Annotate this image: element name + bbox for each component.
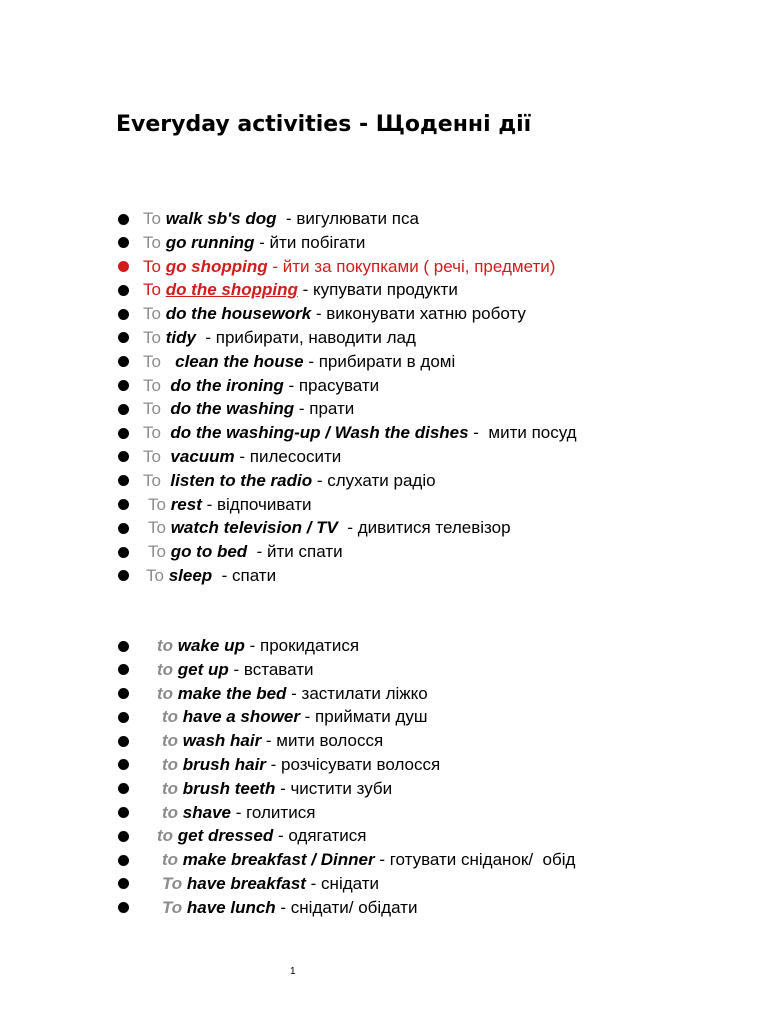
- item-text: [143, 421, 577, 445]
- item-text: [146, 564, 276, 588]
- item-text: [143, 302, 526, 326]
- item-term: have a shower: [182, 707, 300, 727]
- item-translation: - снідати/ обідати: [275, 897, 418, 917]
- item-term: listen to the radio: [170, 470, 313, 490]
- bullet-icon: [118, 902, 129, 913]
- item-text: [143, 326, 416, 350]
- item-translation: - відпочивати: [201, 494, 312, 514]
- item-text: [162, 896, 417, 920]
- item-term: walk sb's dog: [165, 209, 277, 228]
- item-term: rest: [170, 494, 202, 514]
- item-prefix: To: [148, 494, 171, 514]
- item-term: wake up: [177, 636, 245, 655]
- item-translation: - виконувати хатню роботу: [311, 304, 526, 324]
- item-term: sleep: [168, 565, 213, 585]
- item-text: [143, 397, 354, 421]
- item-prefix: To: [146, 565, 169, 585]
- item-term: do the housework: [165, 304, 312, 324]
- bullet-icon: [118, 451, 129, 462]
- item-term: make the bed: [177, 683, 287, 703]
- item-prefix: to: [157, 636, 178, 655]
- item-term: clean the house: [170, 351, 304, 371]
- item-prefix: to: [162, 707, 183, 727]
- item-translation: - голитися: [230, 802, 316, 822]
- bullet-icon: [118, 831, 129, 842]
- item-prefix: To: [143, 446, 171, 466]
- item-prefix: to: [162, 850, 183, 870]
- bullet-icon: [118, 237, 129, 248]
- item-term: tidy: [165, 327, 196, 347]
- item-text: [143, 350, 455, 374]
- item-translation: - мити волосся: [261, 731, 384, 751]
- item-term: brush hair: [182, 754, 266, 774]
- item-text: [148, 493, 312, 517]
- item-text: [143, 374, 379, 398]
- item-prefix: To: [143, 351, 171, 371]
- item-term: watch television / TV: [170, 518, 338, 538]
- item-prefix: To: [162, 897, 187, 917]
- item-prefix: To: [143, 470, 171, 490]
- item-prefix: To: [143, 256, 166, 276]
- bullet-icon: [118, 499, 129, 510]
- item-text: [162, 705, 428, 729]
- item-text: [157, 658, 313, 682]
- item-translation: - мити посуд: [468, 423, 577, 443]
- item-term: go shopping: [165, 256, 268, 276]
- item-prefix: To: [143, 280, 166, 300]
- bullet-icon: [118, 428, 129, 439]
- item-text: [157, 824, 366, 848]
- bullet-icon: [118, 309, 129, 320]
- item-term: shave: [182, 802, 231, 822]
- item-translation: - прасувати: [283, 375, 380, 395]
- bullet-icon: [118, 759, 129, 770]
- item-prefix: to: [157, 659, 178, 679]
- item-prefix: To: [143, 304, 166, 324]
- item-term: go running: [165, 232, 255, 252]
- bullet-icon: [118, 404, 129, 415]
- bullet-icon: [118, 332, 129, 343]
- item-translation: - вставати: [228, 659, 314, 679]
- item-prefix: To: [148, 542, 171, 562]
- item-translation: - купувати продукти: [297, 280, 458, 300]
- item-translation: - застилати ліжко: [286, 683, 428, 703]
- item-term: do the washing-up / Wash the dishes: [170, 423, 469, 443]
- item-prefix: To: [162, 873, 187, 893]
- bullet-icon: [118, 214, 129, 225]
- bullet-icon: [118, 736, 129, 747]
- item-translation: - слухати радіо: [312, 470, 436, 490]
- item-text: [162, 753, 440, 777]
- bullet-icon: [118, 878, 129, 889]
- bullet-icon: [118, 688, 129, 699]
- bullet-icon: [118, 855, 129, 866]
- item-prefix: To: [143, 327, 166, 347]
- item-prefix: To: [143, 375, 171, 395]
- bullet-icon: [118, 523, 129, 534]
- item-translation: - прокидатися: [244, 636, 360, 655]
- item-translation: - йти побігати: [254, 232, 366, 252]
- item-translation: - одягатися: [273, 826, 367, 846]
- item-text: [143, 469, 436, 493]
- item-text: [148, 516, 511, 540]
- item-prefix: to: [157, 826, 178, 846]
- item-translation: - готувати сніданок/ обід: [374, 850, 576, 870]
- item-term: do the shopping: [165, 280, 298, 300]
- item-term: vacuum: [170, 446, 235, 466]
- item-term: make breakfast / Dinner: [182, 850, 375, 870]
- item-prefix: to: [162, 731, 183, 751]
- item-text: [143, 255, 555, 279]
- item-term: get up: [177, 659, 229, 679]
- page-title: Everyday activities - Щоденні дії: [116, 112, 532, 137]
- item-translation: - йти за покупками ( речі, предмети): [267, 256, 556, 276]
- item-term: have lunch: [186, 897, 276, 917]
- item-translation: - прибирати, наводити лад: [195, 327, 416, 347]
- item-prefix: To: [148, 518, 171, 538]
- item-translation: - розчісувати волосся: [265, 754, 441, 774]
- item-prefix: to: [162, 778, 183, 798]
- bullet-icon: [118, 475, 129, 486]
- bullet-icon: [118, 547, 129, 558]
- item-term: do the ironing: [170, 375, 284, 395]
- item-translation: - снідати: [305, 873, 380, 893]
- item-prefix: to: [162, 754, 183, 774]
- item-translation: - йти спати: [247, 542, 343, 562]
- bullet-icon: [118, 285, 129, 296]
- item-translation: - спати: [212, 565, 277, 585]
- item-text: [143, 445, 341, 469]
- bullet-icon: [118, 664, 129, 675]
- item-prefix: to: [162, 802, 183, 822]
- bullet-icon: [118, 783, 129, 794]
- item-text: [143, 278, 458, 302]
- bullet-icon: [118, 807, 129, 818]
- bullet-icon: [118, 712, 129, 723]
- bullet-icon: [118, 641, 129, 652]
- bullet-icon: [118, 356, 129, 367]
- item-translation: - прати: [294, 399, 355, 419]
- bullet-icon: [118, 380, 129, 391]
- item-prefix: To: [143, 232, 166, 252]
- item-text: [162, 801, 315, 825]
- item-text: [157, 634, 359, 658]
- bullet-icon: [118, 570, 129, 581]
- item-translation: - приймати душ: [299, 707, 428, 727]
- page-number: 1: [290, 966, 296, 977]
- item-text: [162, 872, 379, 896]
- item-term: do the washing: [170, 399, 295, 419]
- item-term: wash hair: [182, 731, 262, 751]
- item-prefix: To: [143, 423, 171, 443]
- item-translation: - вигулювати пса: [276, 209, 419, 228]
- item-text: [148, 540, 343, 564]
- item-term: have breakfast: [186, 873, 306, 893]
- item-text: [162, 848, 575, 872]
- item-prefix: to: [157, 683, 178, 703]
- item-text: [143, 207, 419, 231]
- item-translation: - пилесосити: [234, 446, 342, 466]
- item-translation: - чистити зуби: [275, 778, 393, 798]
- item-text: [162, 729, 383, 753]
- item-term: brush teeth: [182, 778, 276, 798]
- item-translation: - прибирати в домі: [303, 351, 456, 371]
- item-text: [157, 682, 428, 706]
- item-text: [143, 231, 365, 255]
- item-text: [162, 777, 392, 801]
- item-term: go to bed: [170, 542, 248, 562]
- item-prefix: To: [143, 209, 166, 228]
- bullet-icon: [118, 261, 129, 272]
- item-translation: - дивитися телевізор: [337, 518, 511, 538]
- item-prefix: To: [143, 399, 171, 419]
- item-term: get dressed: [177, 826, 274, 846]
